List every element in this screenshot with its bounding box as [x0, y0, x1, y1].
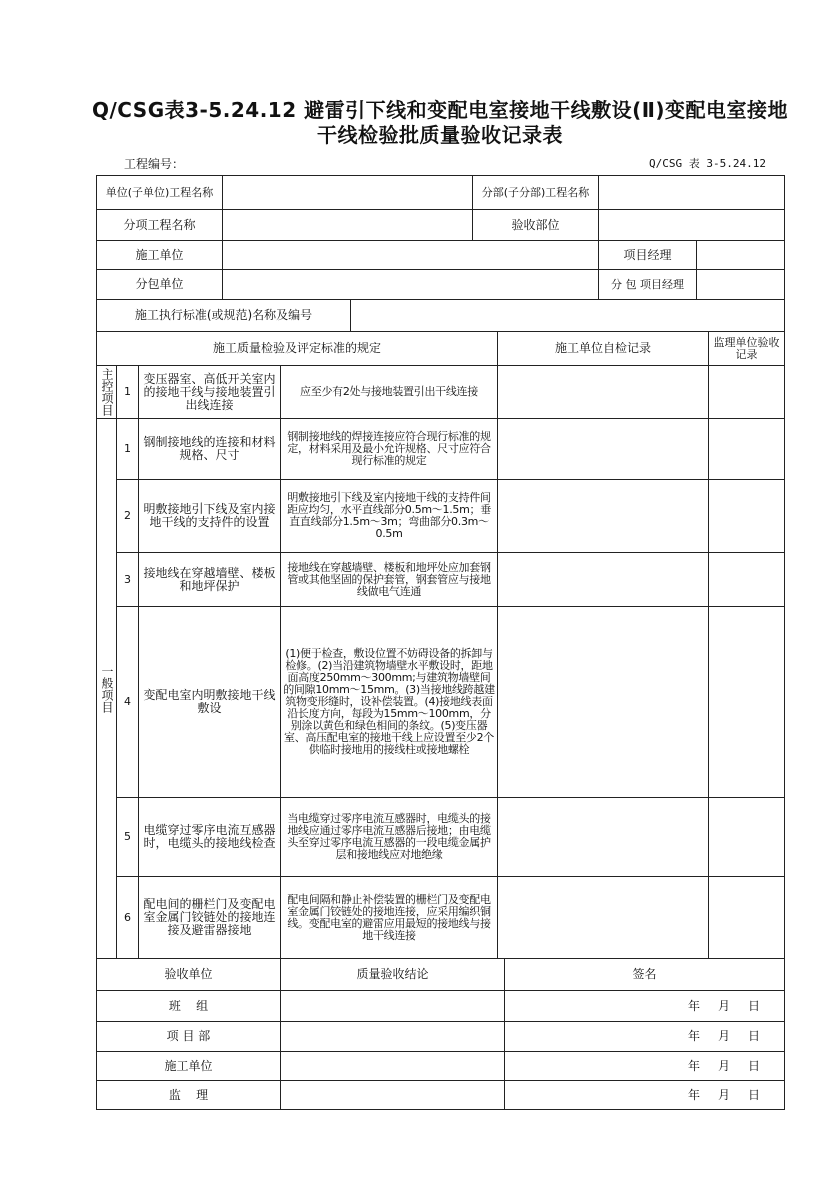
year-label: 年: [687, 1087, 700, 1102]
sub-item-name-label: 分项工程名称: [97, 210, 223, 241]
item-standard: 接地线在穿越墙壁、楼板和地坪处应加套钢管或其他坚固的保护套管，钢套管应与接地线做电气连通: [281, 553, 498, 607]
day-label: 日: [747, 1029, 760, 1043]
self-check-cell[interactable]: [498, 419, 709, 480]
acceptance-unit-header: 验收单位: [97, 959, 281, 991]
year-label: 年: [687, 998, 700, 1013]
acceptance-part-label: 验收部位: [473, 210, 599, 241]
year-label: 年: [687, 1058, 700, 1073]
item-name: 变压器室、高低开关室内的接地干线与接地装置引出线连接: [139, 366, 281, 419]
acceptance-unit: 项 目 部: [97, 1022, 281, 1052]
item-no: 5: [117, 798, 139, 877]
month-label: 月: [717, 998, 730, 1013]
item-standard: 钢制接地线的焊接连接应符合现行标准的规定，材料采用及最小允许规格、尺寸应符合现行标准的规定: [281, 419, 498, 480]
item-no: 6: [117, 877, 139, 959]
supervision-cell[interactable]: [709, 480, 785, 553]
acceptance-unit: 监 理: [97, 1081, 281, 1110]
item-no: 3: [117, 553, 139, 607]
acceptance-table: [96, 958, 785, 1110]
project-manager-value[interactable]: [697, 241, 785, 270]
inspection-table: [96, 331, 785, 959]
form-code: Q/CSG 表 3-5.24.12: [649, 157, 766, 170]
construction-unit-label: 施工单位: [97, 241, 223, 270]
item-standard: 应至少有2处与接地装置引出干线连接: [281, 366, 498, 419]
day-label: 日: [747, 998, 760, 1013]
unit-name-label: 单位(子单位)工程名称: [97, 176, 223, 210]
self-check-cell[interactable]: [498, 607, 709, 798]
self-check-cell[interactable]: [498, 553, 709, 607]
conclusion-cell[interactable]: [281, 1022, 505, 1052]
sub-item-name-value[interactable]: [223, 210, 473, 241]
header-self-check: 施工单位自检记录: [498, 332, 709, 366]
day-label: 日: [747, 1087, 760, 1102]
conclusion-header: 质量验收结论: [281, 959, 505, 991]
self-check-cell[interactable]: [498, 480, 709, 553]
item-name: 配电间的栅栏门及变配电室金属门铰链处的接地连接及避雷器接地: [139, 877, 281, 959]
unit-name-value[interactable]: [223, 176, 473, 210]
conclusion-cell[interactable]: [281, 991, 505, 1022]
supervision-cell[interactable]: [709, 877, 785, 959]
signature-header: 签名: [505, 959, 785, 991]
item-name: 电缆穿过零序电流互感器时，电缆头的接地线检查: [139, 798, 281, 877]
month-label: 月: [717, 1058, 730, 1073]
supervision-cell[interactable]: [709, 419, 785, 480]
conclusion-cell[interactable]: [281, 1081, 505, 1110]
signature-date[interactable]: [505, 1081, 785, 1110]
item-standard: 配电间隔和静止补偿装置的栅栏门及变配电室金属门铰链处的接地连接，应采用编织铜线。变配电室的避雷应用最短的接地线与接地干线连接: [281, 877, 498, 959]
supervision-cell[interactable]: [709, 366, 785, 419]
item-no: 1: [117, 366, 139, 419]
subcontract-unit-label: 分包单位: [97, 270, 223, 300]
signature-date[interactable]: [505, 1022, 785, 1052]
main-control-label: 主控项目: [97, 366, 117, 419]
general-label: 一般项目: [97, 419, 117, 959]
project-number-label: 工程编号：: [124, 157, 185, 171]
header-spec: 施工质量检验及评定标准的规定: [97, 332, 498, 366]
header-supervision: 监理单位验收记录: [709, 332, 785, 366]
standard-value[interactable]: [351, 300, 785, 332]
self-check-cell[interactable]: [498, 798, 709, 877]
conclusion-cell[interactable]: [281, 1052, 505, 1081]
signature-date[interactable]: [505, 1052, 785, 1081]
signature-date[interactable]: [505, 991, 785, 1022]
sub-part-name-label: 分部(子分部)工程名称: [473, 176, 599, 210]
project-manager-label: 项目经理: [599, 241, 697, 270]
supervision-cell[interactable]: [709, 607, 785, 798]
month-label: 月: [717, 1029, 730, 1043]
acceptance-unit: 班 组: [97, 991, 281, 1022]
subcontract-manager-label: 分 包 项目经理: [599, 270, 697, 300]
subcontract-unit-value[interactable]: [223, 270, 599, 300]
page-title: Q/CSG表3-5.24.12 避雷引下线和变配电室接地干线敷设(Ⅱ)变配电室接地干线检验批质量验收记录表: [91, 98, 789, 147]
item-standard: (1)便于检查，敷设位置不妨碍设备的拆卸与检修。(2)当沿建筑物墙壁水平敷设时，距地面高度250mm～300mm;与建筑物墙壁间的间隙10mm～15mm。(3)当接地线跨越建筑物变形缝时，设补偿装置。(4)接地线表面沿长度方向，每段为15mm～100mm，分别涂以黄色和绿色相间的条纹。(5)变压器室、高压配电室的接地干线上应设置至少2个供临时接地用的接线柱或接地螺栓: [281, 607, 498, 798]
supervision-cell[interactable]: [709, 553, 785, 607]
item-standard: 当电缆穿过零序电流互感器时，电缆头的接地线应通过零序电流互感器后接地；由电缆头至穿过零序电流互感器的一段电缆金属护层和接地线应对地绝缘: [281, 798, 498, 877]
acceptance-part-value[interactable]: [599, 210, 785, 241]
construction-unit-value[interactable]: [223, 241, 599, 270]
month-label: 月: [717, 1087, 730, 1102]
item-no: 1: [117, 419, 139, 480]
year-label: 年: [687, 1029, 700, 1043]
item-no: 2: [117, 480, 139, 553]
acceptance-unit: 施工单位: [97, 1052, 281, 1081]
self-check-cell[interactable]: [498, 877, 709, 959]
sub-part-name-value[interactable]: [599, 176, 785, 210]
item-name: 明敷接地引下线及室内接地干线的支持件的设置: [139, 480, 281, 553]
standard-label: 施工执行标准(或规范)名称及编号: [97, 300, 351, 332]
item-name: 接地线在穿越墙壁、楼板和地坪保护: [139, 553, 281, 607]
item-name: 钢制接地线的连接和材料规格、尺寸: [139, 419, 281, 480]
subcontract-manager-value[interactable]: [697, 270, 785, 300]
day-label: 日: [747, 1058, 760, 1073]
supervision-cell[interactable]: [709, 798, 785, 877]
info-table: [96, 175, 785, 332]
item-standard: 明敷接地引下线及室内接地干线的支持件间距应均匀，水平直线部分0.5m～1.5m；垂直直线部分1.5m～3m；弯曲部分0.3m～0.5m: [281, 480, 498, 553]
self-check-cell[interactable]: [498, 366, 709, 419]
item-no: 4: [117, 607, 139, 798]
item-name: 变配电室内明敷接地干线敷设: [139, 607, 281, 798]
